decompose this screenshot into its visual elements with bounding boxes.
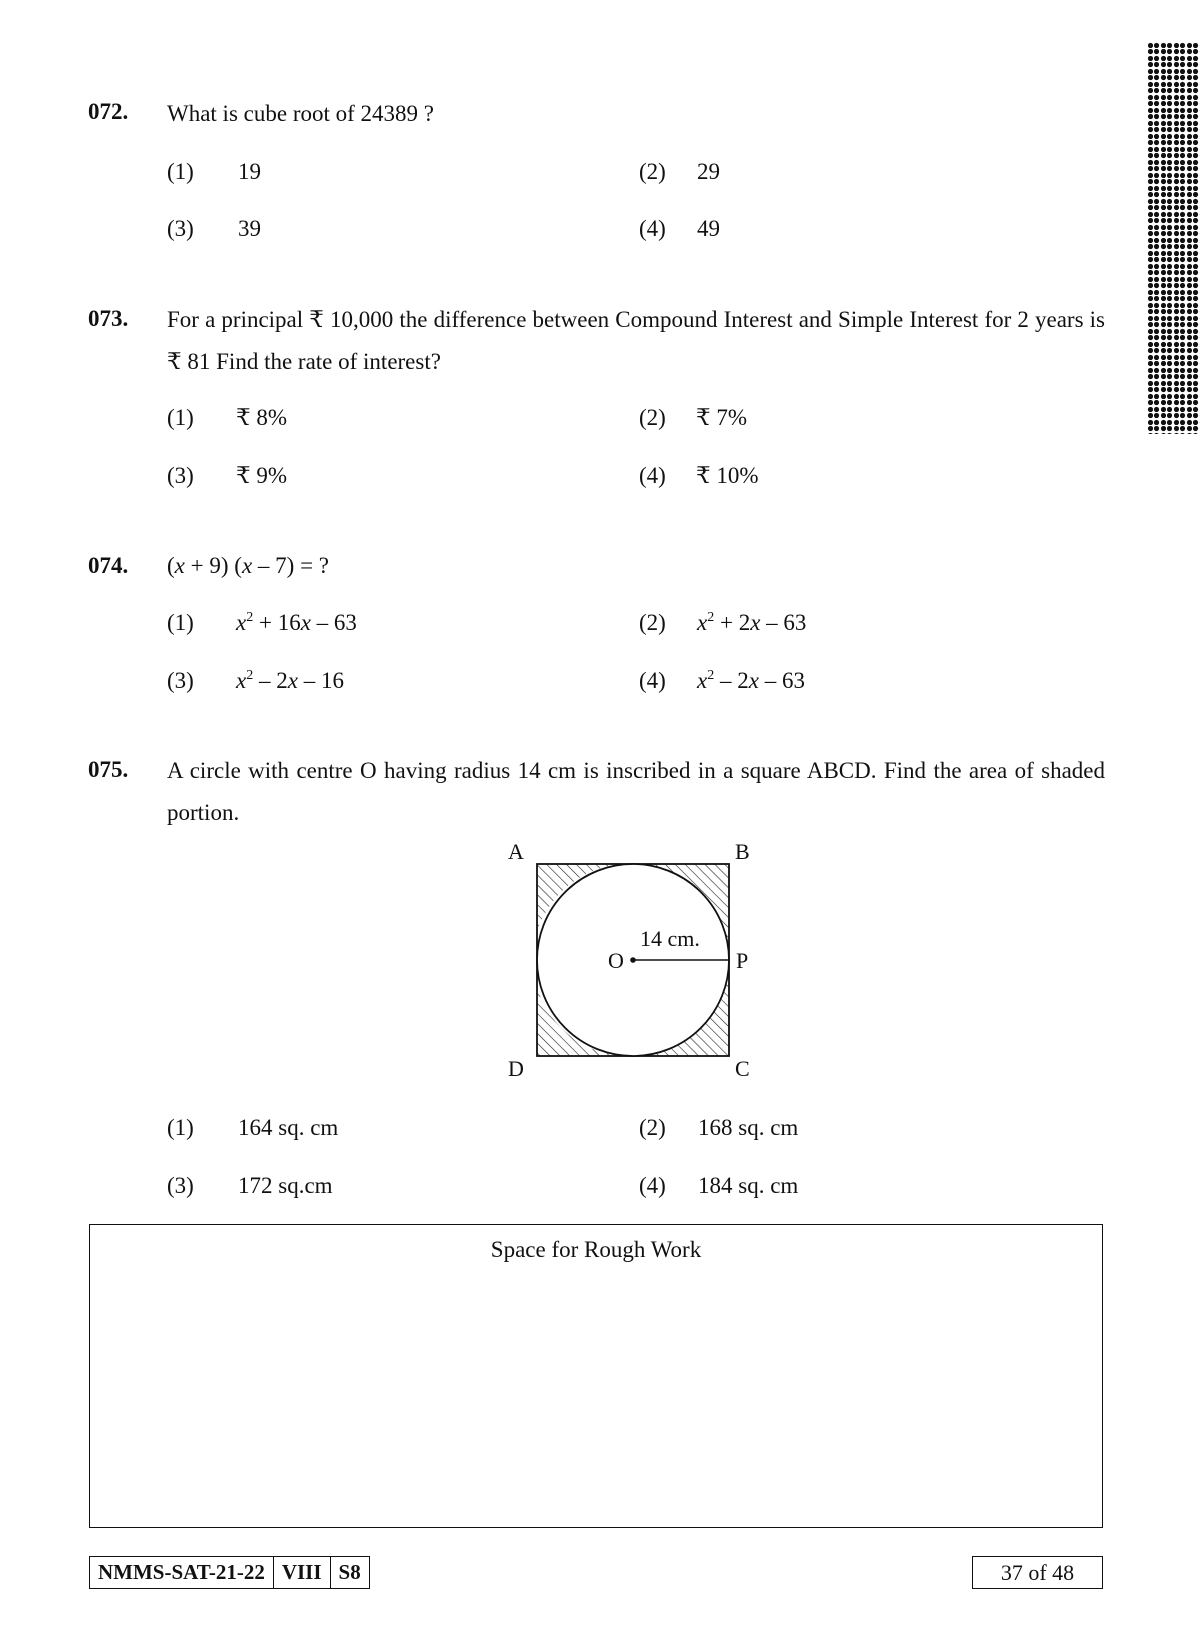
option-value: 184 sq. cm (698, 1173, 799, 1198)
option-number: (3) (167, 1173, 194, 1198)
exam-set: S8 (330, 1557, 369, 1588)
option-number: (4) (639, 668, 666, 693)
option-number: (2) (639, 405, 666, 430)
option-value: 39 (238, 216, 261, 241)
option-value: $x^2 + 2x - 63$ (697, 610, 807, 635)
label-c: C (735, 1056, 750, 1081)
question-number: 072. (88, 99, 129, 124)
question-text: For a principal ₹ 10,000 the difference between Compound Interest and Simple Interest for 2 years is ₹ 81 Find the rate of interest? (167, 307, 1105, 374)
option-value: 29 (697, 159, 720, 184)
option-number: (2) (639, 1115, 666, 1140)
option-number: (3) (167, 216, 194, 241)
option-value: 172 sq.cm (238, 1173, 333, 1198)
option-value: 164 sq. cm (238, 1115, 339, 1140)
label-b: B (735, 839, 750, 864)
option-value: ₹ 8% (236, 405, 288, 430)
question-text: A circle with centre O having radius 14 cm is inscribed in a square ABCD. Find the area of shaded portion. (167, 758, 1105, 825)
option-value: $x^2 + 16x - 63$ (236, 610, 357, 635)
radius-label: 14 cm. (640, 926, 700, 951)
option-value: $x^2 - 2x - 63$ (697, 668, 805, 693)
option-number: (4) (639, 216, 666, 241)
option-number: (3) (167, 463, 194, 488)
option-value: 168 sq. cm (698, 1115, 799, 1140)
option-value: 19 (238, 159, 261, 184)
option-value: 49 (697, 216, 720, 241)
security-pattern-strip (1147, 42, 1200, 434)
option-number: (3) (167, 668, 194, 693)
centre-point (630, 957, 636, 963)
option-number: (4) (639, 463, 666, 488)
page-number: 37 of 48 (972, 1556, 1103, 1589)
question-text: (x + 9) (x – 7) = ? (167, 553, 329, 578)
exam-code: NMMS-SAT-21-22 (98, 1560, 265, 1584)
question-number: 073. (88, 306, 129, 331)
option-number: (1) (167, 1115, 194, 1140)
option-value: $x^2 - 2x - 16$ (236, 668, 344, 693)
label-p: P (736, 948, 749, 973)
option-number: (1) (167, 610, 194, 635)
rough-work-box (89, 1224, 1103, 1528)
label-a: A (508, 839, 524, 864)
option-value: ₹ 9% (236, 463, 288, 488)
option-number: (1) (167, 159, 194, 184)
exam-class: VIII (273, 1557, 330, 1588)
option-number: (4) (639, 1173, 666, 1198)
question-number: 074. (88, 553, 129, 578)
label-d: D (508, 1056, 524, 1081)
question-number: 075. (88, 757, 129, 782)
option-value: ₹ 10% (696, 463, 759, 488)
label-o: O (608, 948, 624, 973)
exam-code-box (89, 1556, 370, 1589)
option-number: (2) (639, 159, 666, 184)
option-number: (2) (639, 610, 666, 635)
option-value: ₹ 7% (696, 405, 748, 430)
option-number: (1) (167, 405, 194, 430)
square-inscribed-circle-figure (500, 838, 760, 1083)
question-text: What is cube root of 24389 ? (167, 101, 434, 126)
rough-work-title: Space for Rough Work (490, 1237, 702, 1262)
